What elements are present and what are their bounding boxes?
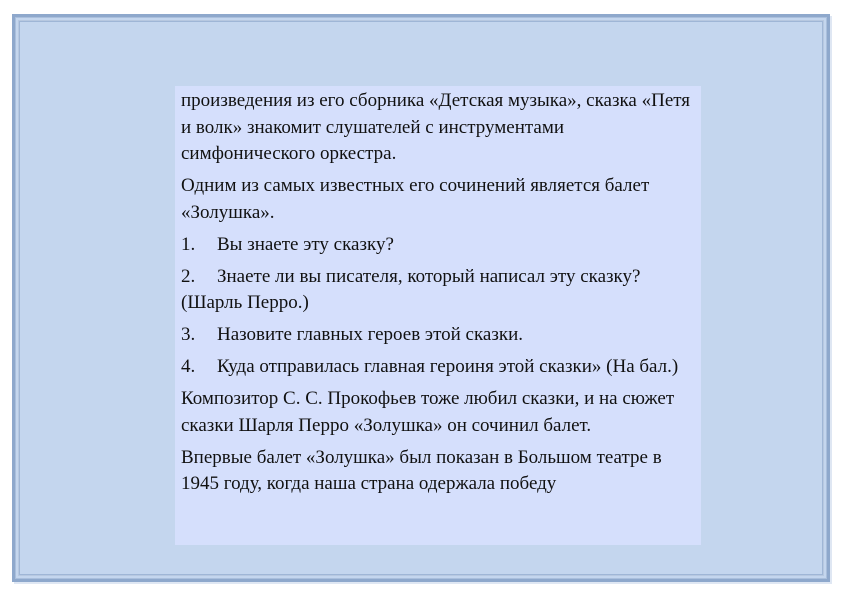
list-text: Вы знаете эту сказку? bbox=[217, 233, 394, 255]
list-text: Назовите главных героев этой сказки. bbox=[217, 324, 524, 345]
text-box bbox=[175, 86, 701, 545]
paragraph-prokofiev: Композитор С. С. Прокофьев тоже любил сказки, и на сюжет сказки Шарля Перро «Золушка» он сочинил балет. bbox=[181, 388, 675, 436]
list-number: 4. bbox=[181, 356, 196, 377]
list-text: Знаете ли вы писателя, который написал эту сказку? (Шарль Перро.) bbox=[181, 265, 641, 313]
paragraph-intro: произведения из его сборника «Детская музыка», сказка «Петя и волк» знакомит слушателей с инструментами симфонического оркестра. bbox=[181, 90, 691, 164]
list-number: 2. bbox=[181, 265, 196, 287]
list-number: 1. bbox=[181, 233, 196, 255]
paragraph-premiere: Впервые балет «Золушка» был показан в Большом театре в 1945 году, когда наша страна одержала победу bbox=[181, 446, 662, 494]
list-item-2 bbox=[181, 264, 699, 317]
paragraph-cinderella: Одним из самых известных его сочинений является балет «Золушка». bbox=[181, 175, 650, 223]
list-number: 3. bbox=[181, 324, 196, 345]
list-item-4 bbox=[181, 354, 699, 381]
list-text: Куда отправилась главная героиня этой сказки» (На бал.) bbox=[217, 356, 679, 377]
slide-frame bbox=[12, 14, 830, 582]
list-item-1 bbox=[181, 232, 699, 259]
list-item-3 bbox=[181, 322, 699, 349]
